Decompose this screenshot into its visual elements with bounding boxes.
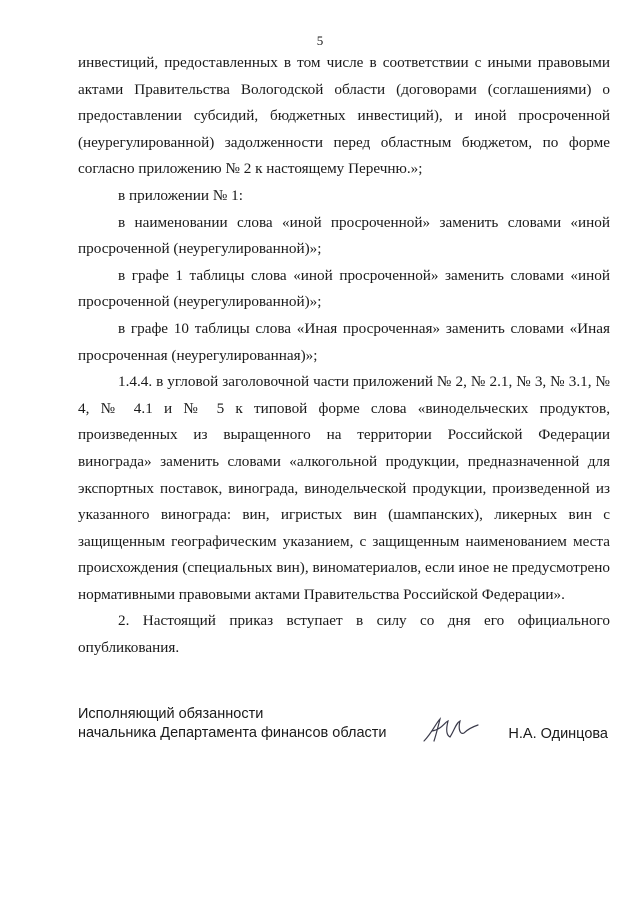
- signatory-name: Н.А. Одинцова: [508, 726, 608, 742]
- paragraph: в графе 1 таблицы слова «иной просроченной» заменить словами «иной просроченной (неурегулированной)»;: [78, 266, 610, 311]
- paragraph: в графе 10 таблицы слова «Иная просроченная» заменить словами «Иная просроченная (неурегулированная)»;: [78, 319, 610, 364]
- paragraph: инвестиций, предоставленных в том числе в соответствии с иными правовыми актами Правительства Вологодской области (договорами (соглашениями) о предоставлении субсидий, бюджетных инвестиций), и иной просроченной (неурегулированной) задолженности перед областным бюджетом, по форме согласно приложению № 2 к настоящему Перечню.»;: [78, 54, 610, 178]
- paragraph: в наименовании слова «иной просроченной» заменить словами «иной просроченной (неурегулированной)»;: [78, 213, 610, 258]
- document-body: [78, 50, 610, 662]
- signatory-title-line1: Исполняющий обязанности: [78, 706, 264, 722]
- handwritten-signature: [420, 713, 480, 745]
- signatory-title-line2: начальника Департамента финансов области: [78, 725, 387, 741]
- page-number: 5: [316, 33, 324, 48]
- paragraph: 1.4.4. в угловой заголовочной части приложений № 2, № 2.1, № 3, № 3.1, № 4, № 4.1 и № 5 к типовой форме слова «винодельческих продуктов, произведенных из выращенного на территории Российской Федерации винограда» заменить словами «алкогольной продукции, предназначенной для экспортных поставок, винограда, винодельческой продукции, произведенной из указанного винограда: вин, игристых вин (шампанских), ликерных вин с защищенным географическим указанием, с защищенным наименованием места происхождения (специальных вин), виноматериалов, если иное не предусмотрено нормативными правовыми актами Правительства Российской Федерации».: [78, 373, 610, 603]
- paragraph: в приложении № 1:: [118, 186, 243, 204]
- signature-block: [78, 705, 610, 745]
- paragraph: 2. Настоящий приказ вступает в силу со дня его официального опубликования.: [78, 612, 610, 657]
